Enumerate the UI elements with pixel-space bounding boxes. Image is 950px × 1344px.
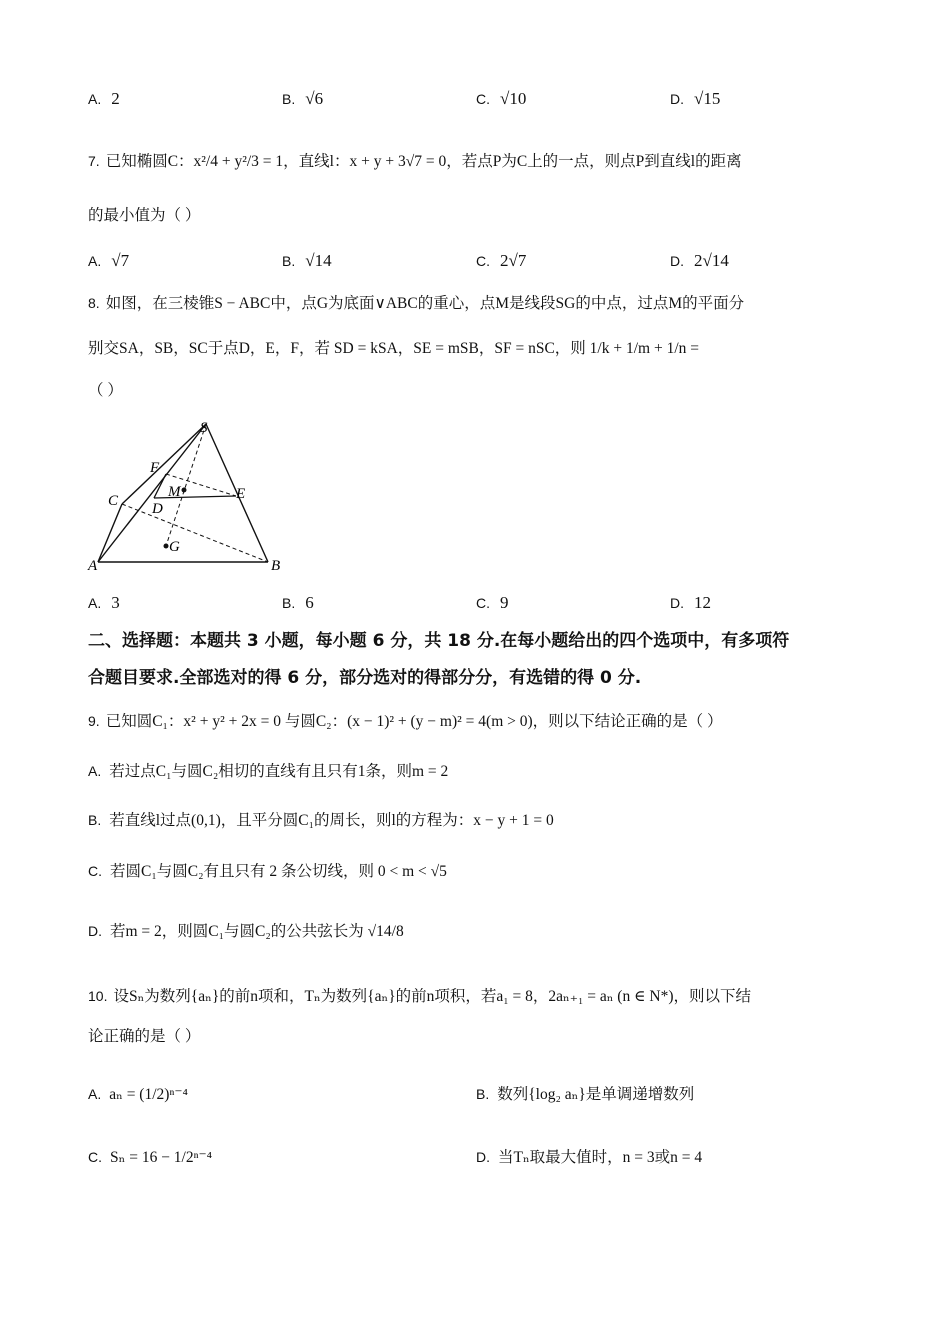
option-label: C. [476, 595, 490, 611]
q7-option-c [476, 250, 526, 273]
option-label: D. [476, 1149, 490, 1165]
label-E: E [236, 486, 246, 502]
q7-text: 已知椭圆C：x²/4 + y²/3 = 1，直线l：x + y + 3√7 = 0，若点P为C上的一点，则点P到直线l的距离 [105, 153, 742, 170]
q9-option-a [88, 760, 890, 783]
q6-option-b [282, 88, 323, 111]
option-value: 9 [500, 593, 509, 612]
q7-option-b [282, 250, 332, 273]
q10-option-d [476, 1146, 702, 1169]
label-D: D [152, 501, 163, 517]
option-text: 若m = 2，则圆C₁与圆C₂的公共弦长为 √14/8 [110, 923, 404, 940]
option-label: A. [88, 1086, 102, 1102]
q7-option-d [670, 250, 729, 273]
option-text: aₙ = (1/2)ⁿ⁻⁴ [109, 1086, 188, 1103]
option-text: 若过点C₁与圆C₂相切的直线有且只有1条，则m = 2 [109, 763, 449, 780]
label-F: F [150, 460, 160, 476]
option-text: 若直线l过点(0,1)，且平分圆C₁的周长，则l的方程为：x − y + 1 = 0 [109, 812, 554, 829]
option-value: 2√14 [694, 251, 729, 270]
question-number: 10. [88, 988, 108, 1004]
segment-DE [154, 496, 236, 498]
label-B: B [271, 558, 281, 574]
section-heading-line1: 二、选择题：本题共 3 小题，每小题 6 分，共 18 分.在每小题给出的四个选项中，有多项符 [88, 631, 790, 651]
option-value: 6 [305, 593, 314, 612]
option-label: A. [88, 253, 102, 269]
option-label: D. [670, 595, 684, 611]
q7-option-a [88, 250, 129, 273]
q9-option-c [88, 860, 890, 883]
q6-option-d [670, 88, 720, 111]
q8-stem-line1 [88, 292, 890, 315]
option-value: √14 [305, 251, 332, 270]
q7-stem-line2: 的最小值为（ ） [88, 207, 201, 224]
q8-stem-line3: （ ） [88, 382, 123, 399]
label-G: G [169, 539, 180, 555]
q10-option-c [88, 1146, 212, 1169]
q9-option-d [88, 920, 890, 943]
q8-text: 如图，在三棱锥S − ABC中，点G为底面∨ABC的重心，点M是线段SG的中点，过点M的平面分 [105, 295, 745, 312]
question-number: 8. [88, 295, 100, 311]
option-label: C. [88, 863, 102, 879]
edge-SC [122, 424, 206, 504]
label-S: S [200, 420, 208, 436]
option-text: 数列{log₂ aₙ}是单调递增数列 [497, 1086, 695, 1103]
q8-option-b [282, 592, 314, 615]
segment-DF [154, 474, 166, 498]
label-A: A [88, 558, 98, 574]
q10-stem-line1 [88, 985, 890, 1008]
option-label: C. [476, 253, 490, 269]
option-label: A. [88, 595, 102, 611]
option-text: 若圆C₁与圆C₂有且只有 2 条公切线，则 0 < m < √5 [110, 863, 447, 880]
q10-stem-line2: 论正确的是（ ） [88, 1028, 201, 1045]
point-M [182, 488, 187, 493]
q10-option-b [476, 1083, 694, 1106]
q8-option-a [88, 592, 120, 615]
q9-option-b [88, 809, 890, 832]
label-C: C [108, 493, 119, 509]
option-label: B. [282, 91, 296, 107]
q10-option-a [88, 1083, 188, 1106]
option-label: B. [88, 812, 102, 828]
q6-option-a [88, 88, 120, 111]
option-value: 2 [111, 89, 120, 108]
q6-option-c [476, 88, 526, 111]
option-value: √7 [111, 251, 130, 270]
option-label: D. [88, 923, 102, 939]
option-value: √15 [694, 89, 721, 108]
q8-option-c [476, 592, 509, 615]
option-label: B. [476, 1086, 490, 1102]
section-heading-line2: 合题目要求.全部选对的得 6 分，部分选对的得部分分，有选错的得 0 分. [88, 668, 642, 688]
option-value: 2√7 [500, 251, 527, 270]
q8-option-d [670, 592, 711, 615]
label-M: M [168, 484, 181, 500]
option-value: 3 [111, 593, 120, 612]
question-number: 7. [88, 153, 100, 169]
option-label: A. [88, 91, 102, 107]
q7-stem-line1 [88, 150, 890, 173]
point-G [164, 544, 169, 549]
option-label: D. [670, 253, 684, 269]
option-label: B. [282, 253, 296, 269]
option-text: 当Tₙ取最大值时，n = 3或n = 4 [498, 1149, 703, 1166]
option-value: √10 [500, 89, 527, 108]
option-label: C. [88, 1149, 102, 1165]
option-value: 12 [694, 593, 711, 612]
q8-stem-line2: 别交SA，SB，SC于点D，E，F，若 SD = kSA，SE = mSB，SF = nSC，则 1/k + 1/m + 1/n = [88, 340, 699, 357]
edge-AC [98, 504, 122, 562]
option-label: D. [670, 91, 684, 107]
question-number: 9. [88, 713, 100, 729]
option-text: Sₙ = 16 − 1/2ⁿ⁻⁴ [110, 1149, 213, 1166]
option-label: B. [282, 595, 296, 611]
q9-stem [88, 710, 890, 733]
q9-text: 已知圆C₁：x² + y² + 2x = 0 与圆C₂：(x − 1)² + (y − m)² = 4(m > 0)，则以下结论正确的是（ ） [105, 713, 723, 730]
option-value: √6 [305, 89, 324, 108]
option-label: C. [476, 91, 490, 107]
option-label: A. [88, 763, 102, 779]
tetrahedron-figure [80, 412, 300, 582]
q10-text: 设Sₙ为数列{aₙ}的前n项和，Tₙ为数列{aₙ}的前n项积，若a₁ = 8，2aₙ₊₁ = aₙ (n ∈ N*)，则以下结 [113, 988, 752, 1005]
